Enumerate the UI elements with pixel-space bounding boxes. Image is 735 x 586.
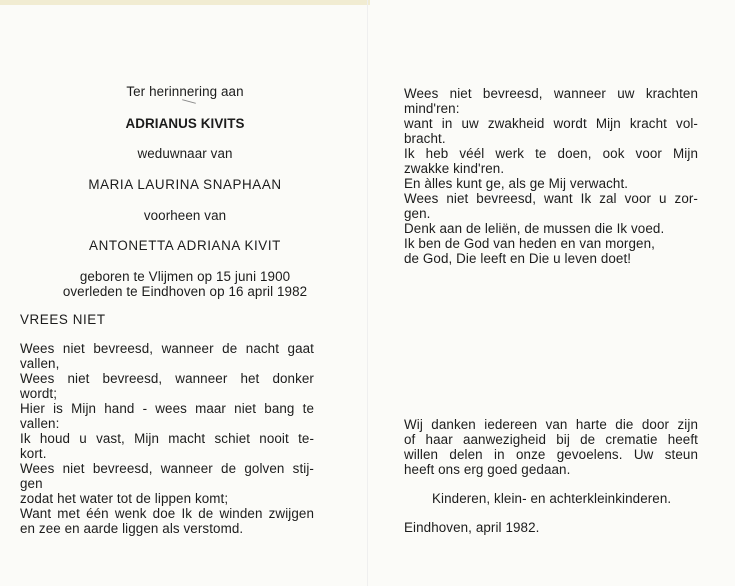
spouse-name-1: MARIA LAURINA SNAPHAAN <box>88 177 282 192</box>
relation-widower: weduwnaar van <box>137 146 233 161</box>
poem-line: zodat het water tot de lippen komt; <box>20 491 229 506</box>
poem-line: want in uw zwakheid wordt Mijn kracht vol- <box>404 116 698 131</box>
place-date: Eindhoven, april 1982. <box>404 520 540 535</box>
poem-line: En àlles kunt ge, als ge Mij verwacht. <box>404 176 629 191</box>
poem-line: Want met één wenk doe Ik de winden zwijgen <box>20 506 314 521</box>
poem-line: en zee en aarde liggen als verstomd. <box>20 521 244 536</box>
poem-line: Wees niet bevreesd, want Ik zal voor u zor- <box>404 191 698 206</box>
poem-line: gen <box>20 476 43 491</box>
poem-title: VREES NIET <box>20 312 106 327</box>
birth-line: geboren te Vlijmen op 15 juni 1900 <box>79 269 291 284</box>
thanks-line: Wij danken iedereen van harte die door zijn <box>404 417 698 432</box>
poem-line: zwakke kind'ren. <box>404 161 505 176</box>
top-edge-strip <box>0 0 370 5</box>
poem-line: mind'ren: <box>404 101 460 116</box>
poem-line: Wees niet bevreesd, wanneer de nacht gaat <box>20 341 314 356</box>
poem-line: kort. <box>20 446 47 461</box>
poem-line: Wees niet bevreesd, wanneer de golven stij- <box>20 461 314 476</box>
thanks-line: of haar aanwezigheid bij de crematie heeft <box>404 432 698 447</box>
spouse-name-2: ANTONETTA ADRIANA KIVIT <box>89 238 281 253</box>
poem-line: vallen: <box>20 416 60 431</box>
poem-line: vallen, <box>20 356 60 371</box>
poem-line: bracht. <box>404 131 446 146</box>
thanks-line: heeft ons erg goed gedaan. <box>404 462 571 477</box>
poem-line: Ik ben de God van heden en van morgen, <box>404 236 655 251</box>
family-signature: Kinderen, klein- en achterkleinkinderen. <box>432 491 672 506</box>
poem-line: wordt; <box>20 386 58 401</box>
deceased-name: ADRIANUS KIVITS <box>125 116 245 131</box>
relation-formerly: voorheen van <box>143 208 227 223</box>
thanks-line: willen delen in onze gevoelens. Uw steun <box>404 447 698 462</box>
poem-line: Wees niet bevreesd, wanneer het donker <box>20 371 314 386</box>
fold-line <box>367 0 368 586</box>
poem-line: gen. <box>404 206 431 221</box>
poem-line: Hier is Mijn hand - wees maar niet bang te <box>20 401 314 416</box>
poem-line: Wees niet bevreesd, wanneer uw krachten <box>404 86 698 101</box>
poem-line: Denk aan de leliën, de mussen die Ik voed. <box>404 221 665 236</box>
poem-line: Ik houd u vast, Mijn macht schiet nooit te- <box>20 431 314 446</box>
death-line: overleden te Eindhoven op 16 april 1982 <box>62 284 308 299</box>
poem-line: Ik heb véél werk te doen, ook voor Mijn <box>404 146 698 161</box>
poem-line: de God, Die leeft en Die u leven doet! <box>404 251 632 266</box>
intro-text: Ter herinnering aan <box>126 84 244 99</box>
